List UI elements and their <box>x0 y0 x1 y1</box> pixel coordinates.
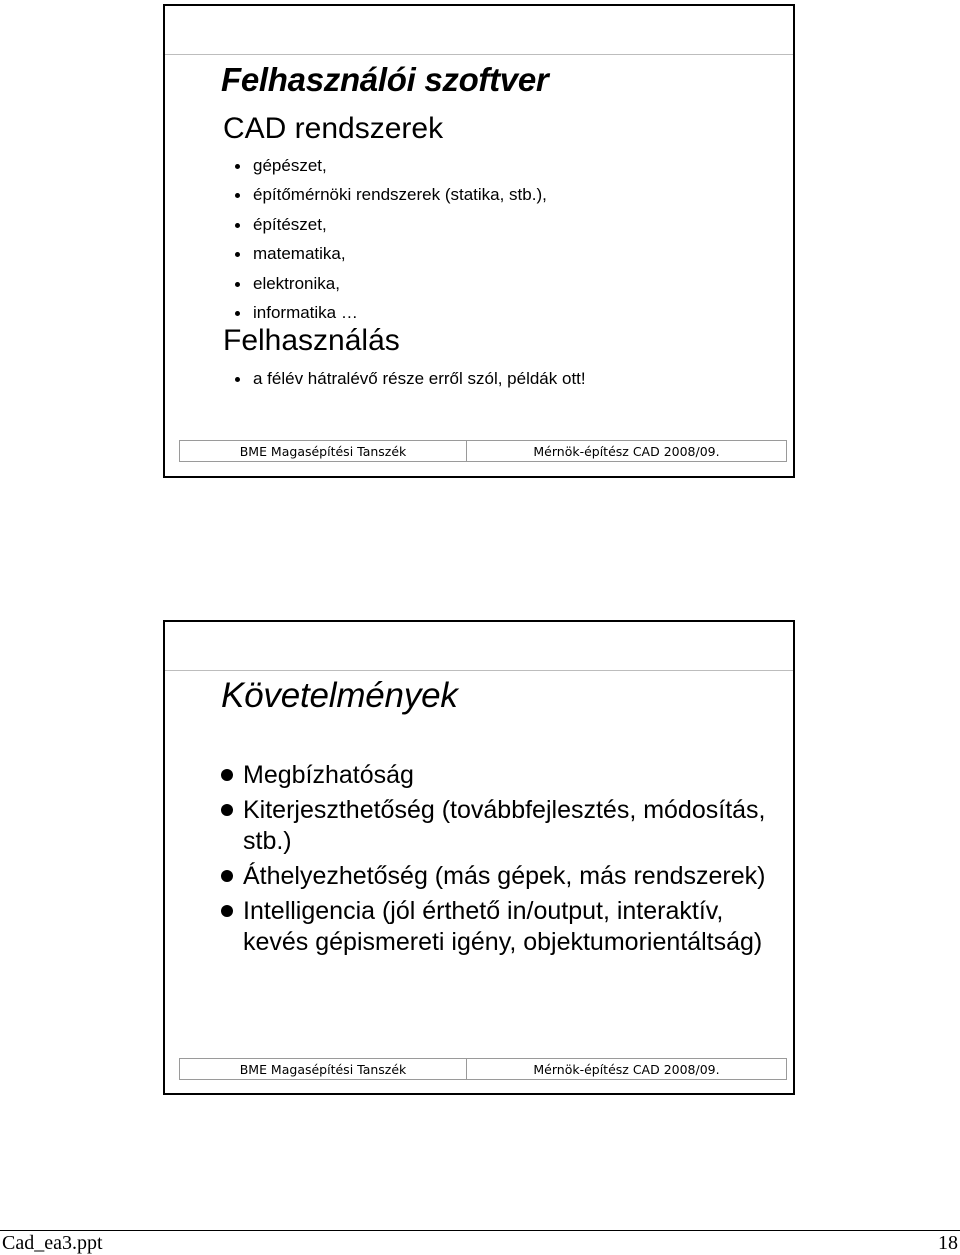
list-item: Megbízhatóság <box>243 760 773 791</box>
footer-course: Mérnök-építész CAD 2008/09. <box>533 443 720 459</box>
section-heading: Felhasználás <box>223 324 400 357</box>
slide-footer <box>179 440 787 462</box>
bullet-list <box>253 151 547 327</box>
slide-footer <box>179 1058 787 1080</box>
bullet-list <box>253 364 586 393</box>
list-item: Intelligencia (jól érthető in/output, interaktív, kevés gépismereti igény, objektumorientáltság) <box>243 896 773 958</box>
slide-1 <box>163 4 795 478</box>
list-item: építőmérnöki rendszerek (statika, stb.), <box>253 180 547 209</box>
section-heading: CAD rendszerek <box>223 112 444 145</box>
slide-title: Követelmények <box>221 676 458 715</box>
footer-course: Mérnök-építész CAD 2008/09. <box>533 1061 720 1077</box>
page-footer <box>0 1230 960 1255</box>
file-name: Cad_ea3.ppt <box>2 1232 103 1254</box>
list-item: informatika … <box>253 298 547 327</box>
bullet-list <box>243 760 773 962</box>
slide-2 <box>163 620 795 1095</box>
list-item: Áthelyezhetőség (más gépek, más rendszerek) <box>243 861 773 892</box>
list-item: a félév hátralévő része erről szól, példák ott! <box>253 364 586 393</box>
page-number: 18 <box>938 1232 958 1254</box>
slide-top-rule <box>165 670 793 671</box>
list-item: matematika, <box>253 239 547 268</box>
list-item: elektronika, <box>253 269 547 298</box>
slide-top-rule <box>165 54 793 55</box>
footer-department: BME Magasépítési Tanszék <box>180 1059 467 1079</box>
list-item: Kiterjeszthetőség (továbbfejlesztés, módosítás, stb.) <box>243 795 773 857</box>
list-item: gépészet, <box>253 151 547 180</box>
list-item: építészet, <box>253 210 547 239</box>
slide-title: Felhasználói szoftver <box>221 61 549 98</box>
footer-department: BME Magasépítési Tanszék <box>180 441 467 461</box>
